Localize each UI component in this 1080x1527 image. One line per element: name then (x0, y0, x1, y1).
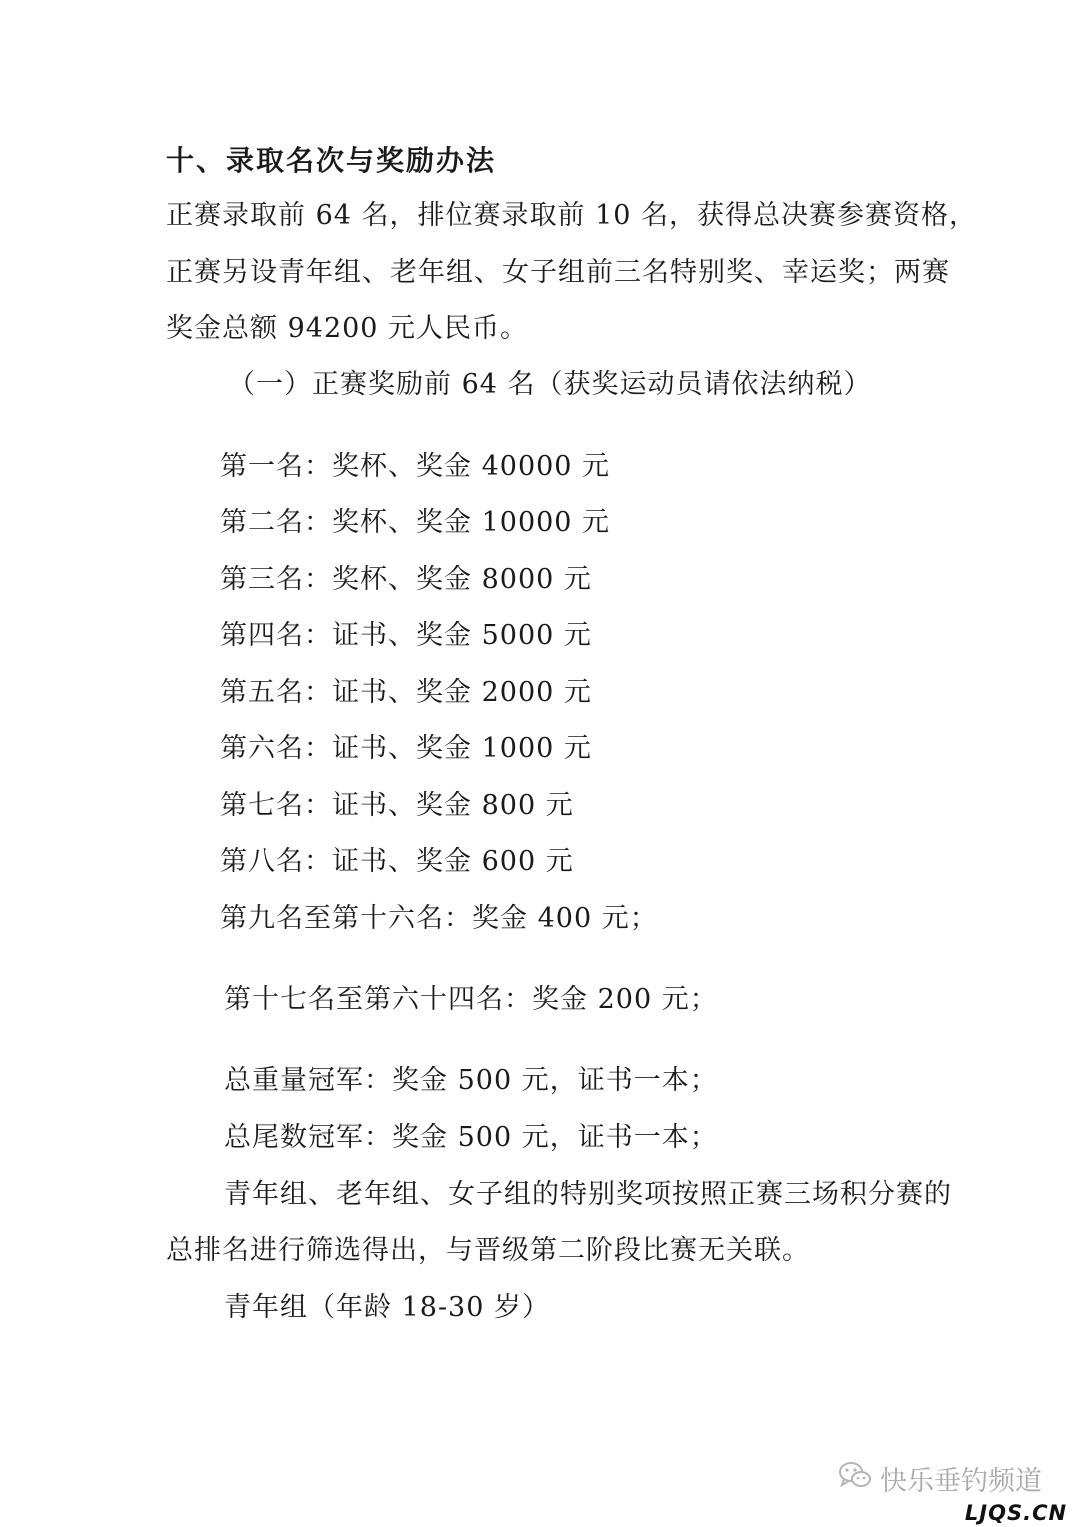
special-note-line-1: 青年组、老年组、女子组的特别奖项按照正赛三场积分赛的 (224, 1179, 952, 1210)
prize-item-17-64: 第十七名至第六十四名：奖金 200 元； (224, 984, 718, 1015)
prize-item-8: 第八名：证书、奖金 600 元 (220, 846, 574, 877)
prize-item-7: 第七名：证书、奖金 800 元 (220, 790, 574, 821)
channel-watermark (838, 1458, 1042, 1498)
prize-item-6: 第六名：证书、奖金 1000 元 (220, 733, 592, 764)
channel-name: 快乐垂钓频道 (880, 1465, 1042, 1497)
prize-item-3: 第三名：奖杯、奖金 8000 元 (220, 564, 592, 595)
prize-item-9-16: 第九名至第十六名：奖金 400 元； (220, 903, 658, 934)
prize-item-2: 第二名：奖杯、奖金 10000 元 (220, 507, 611, 538)
champion-count: 总尾数冠军：奖金 500 元，证书一本； (224, 1122, 718, 1153)
youth-group-title: 青年组（年龄 18-30 岁） (224, 1292, 551, 1323)
champion-weight: 总重量冠军：奖金 500 元，证书一本； (224, 1065, 718, 1096)
special-note-line-2: 总排名进行筛选得出，与晋级第二阶段比赛无关联。 (166, 1235, 810, 1266)
intro-line-3: 奖金总额 94200 元人民币。 (166, 313, 529, 344)
site-logo: LJQS.CN (964, 1501, 1068, 1525)
prize-item-4: 第四名：证书、奖金 5000 元 (220, 620, 592, 651)
intro-line-1: 正赛录取前 64 名，排位赛录取前 10 名，获得总决赛参赛资格， (166, 200, 978, 231)
wechat-icon (838, 1460, 872, 1497)
prize-item-5: 第五名：证书、奖金 2000 元 (220, 677, 592, 708)
intro-line-2: 正赛另设青年组、老年组、女子组前三名特别奖、幸运奖；两赛 (166, 257, 950, 288)
prize-item-1: 第一名：奖杯、奖金 40000 元 (220, 451, 611, 482)
subsection-title: （一）正赛奖励前 64 名（获奖运动员请依法纳税） (228, 369, 872, 400)
section-heading: 十、录取名次与奖励办法 (166, 144, 497, 177)
